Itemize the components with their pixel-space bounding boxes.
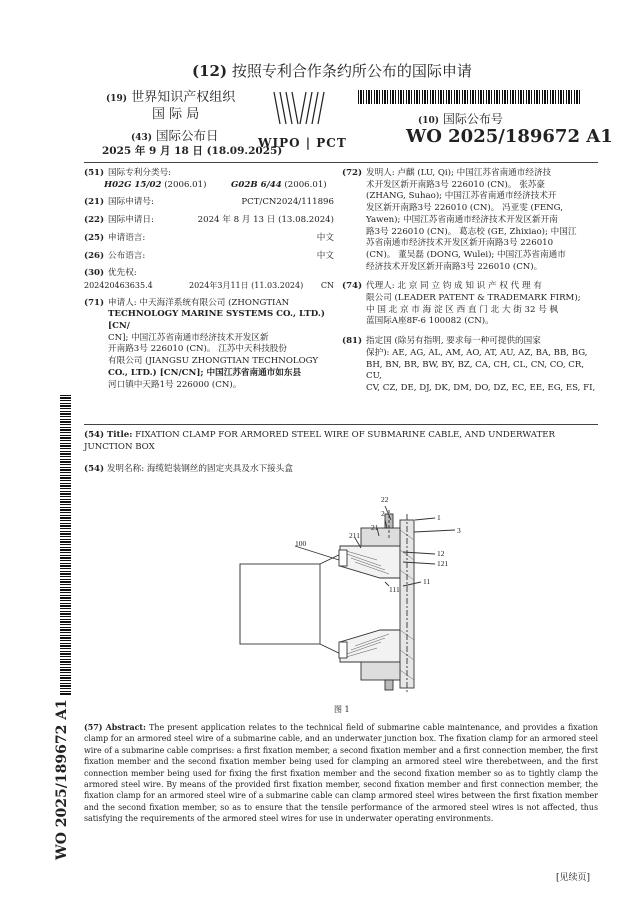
label-121: 121 [437,559,449,568]
field-21: (21) 国际申请号: PCT/CN2024/111896 [84,197,334,208]
document-type-heading [192,60,472,81]
pub-date-label: (43) 国际公布日 [131,128,219,143]
barcode-icon [358,90,580,104]
figure-caption: 图 1 [334,705,350,714]
invention-title: (54) Title: FIXATION CLAMP FOR ARMORED STEEL WIRE OF SUBMARINE CABLE, AND UNDERWATER JUNCTION BOX [84,430,555,452]
field-51: (51) 国际专利分类号: [84,168,172,178]
continued-on-next-page: [见续页] [556,873,591,883]
field-26: (26) 公布语言: 中文 [84,250,334,261]
wipo-org-name: (19) 世界知识产权组织 [106,90,236,105]
wipo-logo-icon [264,88,334,132]
applicants: 申请人: 中天海洋系统有限公司 (ZHONGTIAN TECHNOLOGY MARINE SYSTEMS CO., LTD.) [CN/ CN]; 中国江苏省南通市经济技术开发区新 开南路3号 226010 (CN)。 江苏中天科技股份 有限公司 (JIANGSU ZHONGTIAN TECHNOLOGY CO., LTD.) [CN/CN]; 中国江苏省南通市如东县 河口镇中天路1号 226000 (CN)。 [108,297,325,390]
pub-number-label: (10) 国际公布号 [418,112,503,126]
doc-type-text: 按照专利合作条约所公布的国际申请 [231,62,472,80]
wipo-org-sub: 国 际 局 [152,107,200,122]
label-1: 1 [437,513,441,522]
invention-title-zh: (54) 发明名称: 海缆铠装钢丝的固定夹具及水下接头盒 [84,464,293,474]
ipc-codes: H02G 15/02 (2006.01) G02B 6/44 (2006.01) [104,179,327,190]
label-21: 21 [371,523,379,532]
side-pub-number: WO 2025/189672 A1 [54,699,70,860]
inventors: 发明人: 卢麒 (LU, Qi); 中国江苏省南通市经济技 术开发区新开南路3号 226010 (CN)。 张苏豪 (ZHANG, Suhao); 中国江苏省南通市经济技术开 发区新开南路3号 226010 (CN)。 冯亚雯 (FENG, Yawen); 中国江苏省南通市经济技术开发区新开南 路3号 226010 (CN)。 葛志校 (GE, Zhixiao); 中国江 苏省南通市经济技术开发区新开南路3号 226010 (CN)。 董吴磊 (DONG, Wulei); 中国江苏省南通市 经济技术开发区新开南路3号 226010 (CN)。 [366,168,577,272]
field-72: (72) 发明人: 卢麒 (LU, Qi); 中国江苏省南通市经济技 术开发区新开南路3号 226010 (CN)。 张苏豪 (ZHANG, Suhao); 中国江苏省南通市经济技术开 发区新开南路3号 226010 (CN)。 冯亚雯 (FENG, Yawen); 中国江苏省南通市经济技术开发区新开南 路3号 226010 (CN)。 葛志校 (GE, Zhixiao); 中国江 苏省南通市经济技术开发区新开南路3号 226010 (CN)。 董吴磊 (DONG, Wulei); 中国江苏省南通市 经济技术开发区新开南路3号 226010 (CN)。 [342,168,577,272]
label-3: 3 [457,526,461,535]
field-30: (30) 优先权: [84,268,137,279]
field-22: (22) 国际申请日: 2024 年 8 月 13 日 (13.08.2024) [84,215,334,226]
designated-states: 指定国 (除另有指明, 要求每一种可提供的国家 保护): AE, AG, AL, AM, AO, AT, AU, AZ, BA, BB, BG, BH, BN, BR, BW, BY, BZ, CA, CH, CL, CN, CO, CR, CU, CV, CZ, DE, DJ, DK, DM, DO, DZ, EC, EE, EG, ES, FI, [366,336,596,393]
label-100: 100 [295,539,307,548]
label-111: 111 [389,585,400,594]
agent: 代理人: 北 京 同 立 钧 成 知 识 产 权 代 理 有 限公司 (LEADER PATENT & TRADEMARK FIRM); 中 国 北 京 市 海 淀 区 西 直 门 北 大 街 32 号 枫 蓝国际A座8F-6 100082 (CN)。 [366,281,581,327]
pub-date: 2025 年 9 月 18 日 (18.09.2025) [102,145,283,157]
side-barcode-icon [60,395,71,695]
doc-type-code: (12) [192,62,228,80]
label-2: 2 [381,509,385,518]
field-74: (74) 代理人: 北 京 同 立 钧 成 知 识 产 权 代 理 有 限公司 (LEADER PATENT & TRADEMARK FIRM); 中 国 北 京 市 海 淀 区 西 直 门 北 大 街 32 号 枫 蓝国际A座8F-6 100082 (CN)。 [342,281,581,327]
pub-number: WO 2025/189672 A1 [406,126,613,147]
abstract: (57) Abstract: The present application relates to the technical field of submarine cable maintenance, and provides a fixation clamp for an armored steel wire of a submarine cable, and an underwater junction box. The fixation clamp for an armored steel wire of a submarine cable comprises: a first fixation member, a second fixation member and a first connection member, the first fixation member and the second fixation member being used for clamping an armored steel wire therebetween, and the first connection member being used for fixing the first fixation member and the second fixation member so as to tightly clamp the armored steel wire. By means of the provided first fixation member, second fixation member and first connection member, the fixation clamp for an armored steel wire of a submarine cable can clamp armored steel wires between the first fixation member and the second fixation member, so as to ensure that the tensile performance of the armored steel wires is not affected, thus satisfying the requirements of the armored steel wires for use in underwater operating environments. [84,723,598,824]
figure-1 [235,490,475,695]
label-12: 12 [437,549,445,558]
label-11: 11 [423,577,431,586]
bibliographic-left [84,168,334,391]
field-81: (81) 指定国 (除另有指明, 要求每一种可提供的国家 保护): AE, AG, AL, AM, AO, AT, AU, AZ, BA, BB, BG, BH, BN, BR, BW, BY, BZ, CA, CH, CL, CN, CO, CR, CU, CV, CZ, DE, DJ, DK, DM, DO, DZ, EC, EE, EG, ES, FI, [342,336,600,395]
cable-body [240,564,320,644]
title-divider [84,424,598,425]
bibliographic-right [342,168,600,395]
label-211: 211 [349,531,360,540]
field-71: (71) 申请人: 中天海洋系统有限公司 (ZHONGTIAN TECHNOLOGY MARINE SYSTEMS CO., LTD.) [CN/ CN]; 中国江苏省南通市经济技术开发区新 开南路3号 226010 (CN)。 江苏中天科技股份 有限公司 (JIANGSU ZHONGTIAN TECHNOLOGY CO., LTD.) [CN/CN]; 中国江苏省南通市如东县 河口镇中天路1号 226000 (CN)。 [84,298,334,392]
header-divider [84,162,598,163]
field-25: (25) 申请语言: 中文 [84,232,334,243]
label-22: 22 [381,495,389,504]
priority-line: 202420463635.4 2024年3月11日 (11.03.2024) CN [84,280,334,290]
wipo-pct-text: WIPO | PCT [258,136,347,150]
